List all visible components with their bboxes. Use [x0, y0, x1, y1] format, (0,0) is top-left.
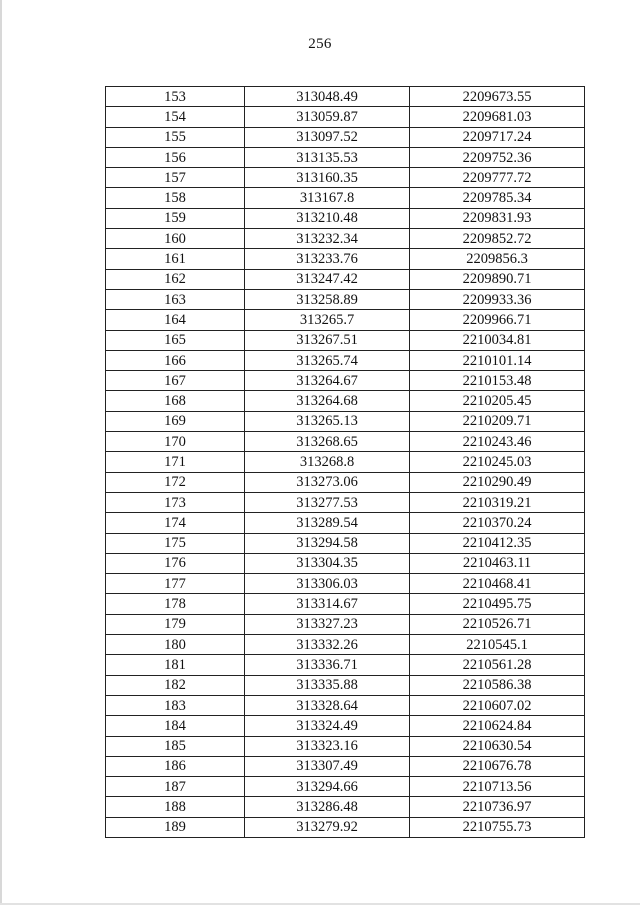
y-coordinate-cell: 2210243.46	[410, 432, 585, 452]
table-row	[106, 655, 585, 675]
point-number-cell: 172	[106, 472, 245, 492]
point-number-cell: 187	[106, 777, 245, 797]
y-coordinate-cell: 2209785.34	[410, 188, 585, 208]
point-number-cell: 153	[106, 87, 245, 107]
x-coordinate-cell: 313210.48	[245, 208, 410, 228]
x-coordinate-cell: 313265.7	[245, 310, 410, 330]
table-row	[106, 229, 585, 249]
y-coordinate-cell: 2210319.21	[410, 492, 585, 512]
y-coordinate-cell: 2209933.36	[410, 289, 585, 309]
table-row	[106, 391, 585, 411]
table-row	[106, 269, 585, 289]
point-number-cell: 163	[106, 289, 245, 309]
point-number-cell: 183	[106, 695, 245, 715]
point-number-cell: 173	[106, 492, 245, 512]
table-row	[106, 432, 585, 452]
x-coordinate-cell: 313328.64	[245, 695, 410, 715]
y-coordinate-cell: 2210101.14	[410, 350, 585, 370]
y-coordinate-cell: 2210412.35	[410, 533, 585, 553]
table-row	[106, 330, 585, 350]
y-coordinate-cell: 2210209.71	[410, 411, 585, 431]
table-row	[106, 188, 585, 208]
x-coordinate-cell: 313258.89	[245, 289, 410, 309]
x-coordinate-cell: 313097.52	[245, 127, 410, 147]
y-coordinate-cell: 2210463.11	[410, 553, 585, 573]
point-number-cell: 159	[106, 208, 245, 228]
x-coordinate-cell: 313268.65	[245, 432, 410, 452]
table-row	[106, 574, 585, 594]
point-number-cell: 184	[106, 716, 245, 736]
x-coordinate-cell: 313277.53	[245, 492, 410, 512]
point-number-cell: 188	[106, 797, 245, 817]
x-coordinate-cell: 313265.13	[245, 411, 410, 431]
y-coordinate-cell: 2210290.49	[410, 472, 585, 492]
x-coordinate-cell: 313267.51	[245, 330, 410, 350]
coordinates-table	[105, 86, 585, 838]
x-coordinate-cell: 313324.49	[245, 716, 410, 736]
x-coordinate-cell: 313336.71	[245, 655, 410, 675]
x-coordinate-cell: 313307.49	[245, 756, 410, 776]
x-coordinate-cell: 313232.34	[245, 229, 410, 249]
point-number-cell: 154	[106, 107, 245, 127]
table-row	[106, 350, 585, 370]
x-coordinate-cell: 313135.53	[245, 147, 410, 167]
y-coordinate-cell: 2210245.03	[410, 452, 585, 472]
table-row	[106, 472, 585, 492]
x-coordinate-cell: 313286.48	[245, 797, 410, 817]
table-row	[106, 513, 585, 533]
point-number-cell: 158	[106, 188, 245, 208]
table-row	[106, 756, 585, 776]
point-number-cell: 156	[106, 147, 245, 167]
table-row	[106, 208, 585, 228]
point-number-cell: 189	[106, 817, 245, 837]
table-row	[106, 87, 585, 107]
y-coordinate-cell: 2210545.1	[410, 635, 585, 655]
point-number-cell: 165	[106, 330, 245, 350]
y-coordinate-cell: 2209852.72	[410, 229, 585, 249]
x-coordinate-cell: 313323.16	[245, 736, 410, 756]
page-number: 256	[308, 36, 332, 52]
x-coordinate-cell: 313335.88	[245, 675, 410, 695]
y-coordinate-cell: 2210586.38	[410, 675, 585, 695]
table-row	[106, 797, 585, 817]
table-row	[106, 675, 585, 695]
y-coordinate-cell: 2210153.48	[410, 371, 585, 391]
point-number-cell: 166	[106, 350, 245, 370]
coordinates-table-body	[106, 87, 585, 838]
x-coordinate-cell: 313048.49	[245, 87, 410, 107]
y-coordinate-cell: 2210034.81	[410, 330, 585, 350]
table-row	[106, 777, 585, 797]
x-coordinate-cell: 313247.42	[245, 269, 410, 289]
x-coordinate-cell: 313268.8	[245, 452, 410, 472]
table-row	[106, 289, 585, 309]
x-coordinate-cell: 313160.35	[245, 168, 410, 188]
y-coordinate-cell: 2210624.84	[410, 716, 585, 736]
y-coordinate-cell: 2209890.71	[410, 269, 585, 289]
table-row	[106, 127, 585, 147]
point-number-cell: 168	[106, 391, 245, 411]
table-row	[106, 533, 585, 553]
y-coordinate-cell: 2209966.71	[410, 310, 585, 330]
x-coordinate-cell: 313167.8	[245, 188, 410, 208]
x-coordinate-cell: 313327.23	[245, 614, 410, 634]
y-coordinate-cell: 2210713.56	[410, 777, 585, 797]
point-number-cell: 174	[106, 513, 245, 533]
point-number-cell: 167	[106, 371, 245, 391]
x-coordinate-cell: 313294.66	[245, 777, 410, 797]
x-coordinate-cell: 313294.58	[245, 533, 410, 553]
y-coordinate-cell: 2210495.75	[410, 594, 585, 614]
table-row	[106, 817, 585, 837]
y-coordinate-cell: 2210630.54	[410, 736, 585, 756]
table-row	[106, 716, 585, 736]
x-coordinate-cell: 313273.06	[245, 472, 410, 492]
y-coordinate-cell: 2210526.71	[410, 614, 585, 634]
table-row	[106, 695, 585, 715]
point-number-cell: 161	[106, 249, 245, 269]
table-row	[106, 635, 585, 655]
point-number-cell: 155	[106, 127, 245, 147]
point-number-cell: 171	[106, 452, 245, 472]
point-number-cell: 176	[106, 553, 245, 573]
table-row	[106, 452, 585, 472]
table-row	[106, 249, 585, 269]
point-number-cell: 179	[106, 614, 245, 634]
x-coordinate-cell: 313059.87	[245, 107, 410, 127]
x-coordinate-cell: 313314.67	[245, 594, 410, 614]
y-coordinate-cell: 2210468.41	[410, 574, 585, 594]
table-row	[106, 553, 585, 573]
table-row	[106, 371, 585, 391]
table-row	[106, 492, 585, 512]
y-coordinate-cell: 2209673.55	[410, 87, 585, 107]
y-coordinate-cell: 2210676.78	[410, 756, 585, 776]
y-coordinate-cell: 2210205.45	[410, 391, 585, 411]
point-number-cell: 182	[106, 675, 245, 695]
y-coordinate-cell: 2210755.73	[410, 817, 585, 837]
point-number-cell: 185	[106, 736, 245, 756]
table-row	[106, 107, 585, 127]
y-coordinate-cell: 2209856.3	[410, 249, 585, 269]
point-number-cell: 180	[106, 635, 245, 655]
x-coordinate-cell: 313332.26	[245, 635, 410, 655]
y-coordinate-cell: 2209777.72	[410, 168, 585, 188]
table-row	[106, 411, 585, 431]
table-row	[106, 736, 585, 756]
x-coordinate-cell: 313264.67	[245, 371, 410, 391]
table-row	[106, 147, 585, 167]
point-number-cell: 177	[106, 574, 245, 594]
point-number-cell: 164	[106, 310, 245, 330]
x-coordinate-cell: 313279.92	[245, 817, 410, 837]
x-coordinate-cell: 313306.03	[245, 574, 410, 594]
x-coordinate-cell: 313304.35	[245, 553, 410, 573]
x-coordinate-cell: 313264.68	[245, 391, 410, 411]
y-coordinate-cell: 2209752.36	[410, 147, 585, 167]
y-coordinate-cell: 2210736.97	[410, 797, 585, 817]
scan-edge-left	[0, 0, 2, 905]
table-row	[106, 168, 585, 188]
point-number-cell: 169	[106, 411, 245, 431]
y-coordinate-cell: 2210370.24	[410, 513, 585, 533]
point-number-cell: 178	[106, 594, 245, 614]
table-row	[106, 614, 585, 634]
point-number-cell: 170	[106, 432, 245, 452]
y-coordinate-cell: 2210607.02	[410, 695, 585, 715]
point-number-cell: 162	[106, 269, 245, 289]
point-number-cell: 157	[106, 168, 245, 188]
x-coordinate-cell: 313233.76	[245, 249, 410, 269]
point-number-cell: 181	[106, 655, 245, 675]
point-number-cell: 186	[106, 756, 245, 776]
y-coordinate-cell: 2209831.93	[410, 208, 585, 228]
table-row	[106, 310, 585, 330]
y-coordinate-cell: 2209717.24	[410, 127, 585, 147]
x-coordinate-cell: 313265.74	[245, 350, 410, 370]
x-coordinate-cell: 313289.54	[245, 513, 410, 533]
point-number-cell: 160	[106, 229, 245, 249]
table-row	[106, 594, 585, 614]
y-coordinate-cell: 2210561.28	[410, 655, 585, 675]
point-number-cell: 175	[106, 533, 245, 553]
y-coordinate-cell: 2209681.03	[410, 107, 585, 127]
